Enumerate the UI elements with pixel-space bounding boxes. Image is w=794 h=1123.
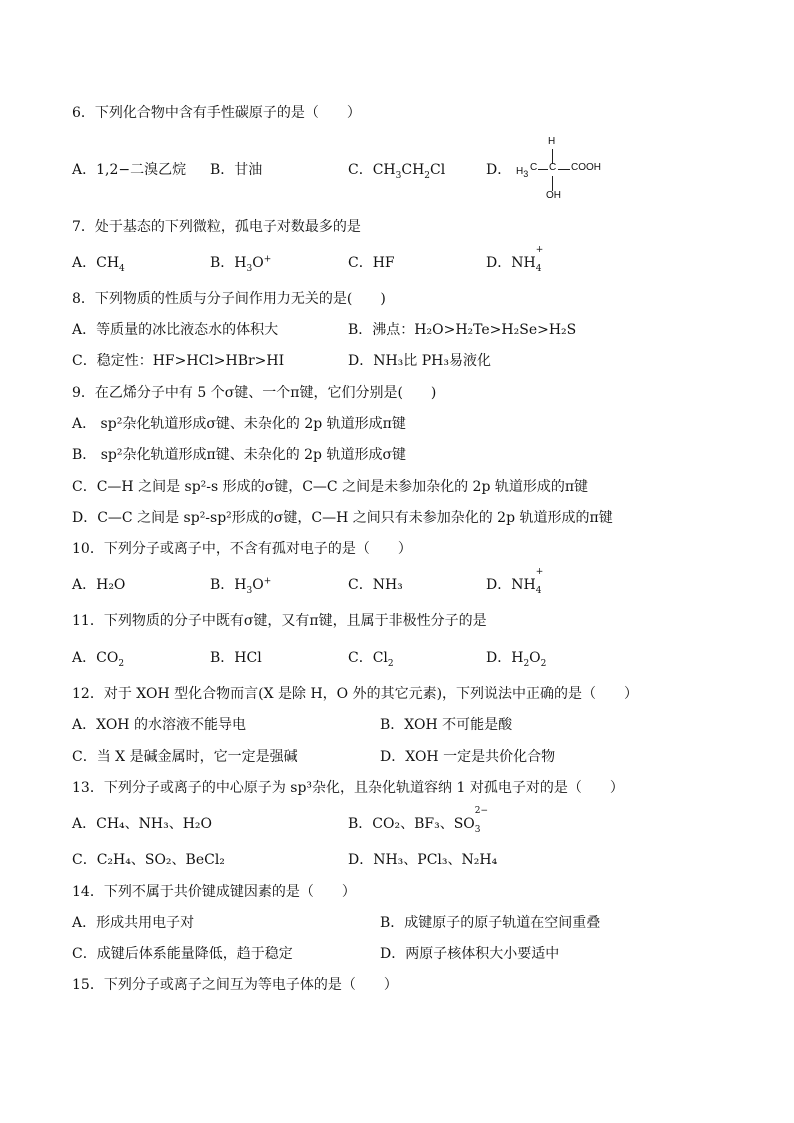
question-10-option-a: A．H₂O [72, 577, 126, 593]
question-8-option-d: D．NH₃比 PH₃易液化 [348, 353, 491, 369]
question-11-option-d: D．$H_2O_2$ [486, 650, 547, 669]
question-7-option-b: B．$H_3O^+$ [210, 254, 272, 274]
question-6-option-d: D． [486, 162, 512, 178]
question-6-stem: 6．下列化合物中含有手性碳原子的是（ ） [72, 105, 361, 121]
struct-c-center: C [549, 162, 557, 173]
question-6-option-a: A．1,2−二溴乙烷 [72, 162, 187, 178]
question-13-option-c: C．C₂H₄、SO₂、BeCl₂ [72, 852, 225, 868]
question-14-option-b: B．成键原子的原子轨道在空间重叠 [380, 915, 601, 931]
struct-bond-left [538, 169, 548, 170]
question-15-stem: 15．下列分子或离子之间互为等电子体的是（ ） [72, 977, 398, 993]
struct-c-left: C [530, 162, 538, 173]
question-13-option-d: D．NH₃、PCl₃、N₂H₄ [348, 852, 498, 868]
question-9-option-d: D．C—C 之间是 sp²-sp²形成的σ键，C—H 之间只有未参加杂化的 2p 轨道形成的π键 [72, 510, 613, 526]
question-6-option-b: B．甘油 [210, 162, 263, 178]
question-8-option-c: C．稳定性：HF>HCl>HBr>HI [72, 353, 285, 369]
question-12-stem: 12．对于 XOH 型化合物而言(X 是除 H，O 外的其它元素)，下列说法中正确的是（ ） [72, 686, 639, 702]
question-12-option-c: C．当 X 是碱金属时，它一定是强碱 [72, 749, 298, 765]
question-9-option-a: A． sp²杂化轨道形成σ键、未杂化的 2p 轨道形成π键 [72, 416, 406, 432]
question-12-option-a: A．XOH 的水溶液不能导电 [72, 717, 246, 733]
struct-h3: $H_3$ [516, 166, 529, 179]
question-7-option-c: C．HF [348, 255, 395, 271]
lactic-acid-structure [508, 136, 618, 206]
question-7-option-a: A．$CH_4$ [72, 255, 125, 274]
question-8-stem: 8．下列物质的性质与分子间作用力无关的是( ) [72, 291, 386, 307]
question-8-option-a: A．等质量的冰比液态水的体积大 [72, 322, 279, 338]
question-9-stem: 9．在乙烯分子中有 5 个σ键、一个π键，它们分别是( ) [72, 385, 437, 401]
question-10-option-d: D．$NH_4$ + [486, 567, 544, 596]
question-6-option-c: C．$CH_3CH_2Cl$ [348, 162, 446, 181]
question-11-option-b: B．HCl [210, 650, 262, 666]
question-14-stem: 14．下列不属于共价键成键因素的是（ ） [72, 884, 356, 900]
struct-cooh: COOH [571, 162, 601, 173]
question-11-option-a: A．$CO_2$ [72, 650, 125, 669]
struct-bond-bottom [552, 176, 553, 191]
question-13-stem: 13．下列分子或离子的中心原子为 sp³杂化，且杂化轨道容纳 1 对孤电子对的是（ ） [72, 780, 624, 796]
struct-h-top: H [548, 136, 556, 147]
question-10-stem: 10．下列分子或离子中，不含有孤对电子的是（ ） [72, 541, 412, 557]
question-13-option-a: A．CH₄、NH₃、H₂O [72, 816, 213, 832]
question-14-option-d: D．两原子核体积大小要适中 [380, 946, 560, 962]
question-9-option-c: C．C—H 之间是 sp²-s 形成的σ键，C—C 之间是未参加杂化的 2p 轨道形成的π键 [72, 479, 589, 495]
question-11-option-c: C．$Cl_2$ [348, 650, 394, 669]
struct-bond-right [558, 169, 570, 170]
question-14-option-c: C．成键后体系能量降低，趋于稳定 [72, 946, 293, 962]
question-7-option-d: D．$NH_4$ + [486, 245, 544, 274]
question-8-option-b: B．沸点：H₂O>H₂Te>H₂Se>H₂S [348, 322, 577, 338]
question-7-stem: 7．处于基态的下列微粒，孤电子对数最多的是 [72, 219, 361, 235]
question-10-option-b: B．$H_3O^+$ [210, 576, 272, 596]
question-13-option-b: B．CO₂、BF₃、$SO_3$ 2− [348, 806, 489, 835]
question-11-stem: 11．下列物质的分子中既有σ键，又有π键，且属于非极性分子的是 [72, 613, 487, 629]
struct-oh: OH [546, 190, 561, 201]
question-9-option-b: B． sp²杂化轨道形成π键、未杂化的 2p 轨道形成σ键 [72, 447, 407, 463]
question-14-option-a: A．形成共用电子对 [72, 915, 195, 931]
question-12-option-d: D．XOH 一定是共价化合物 [380, 749, 556, 765]
question-10-option-c: C．NH₃ [348, 577, 403, 593]
question-12-option-b: B．XOH 不可能是酸 [380, 717, 513, 733]
